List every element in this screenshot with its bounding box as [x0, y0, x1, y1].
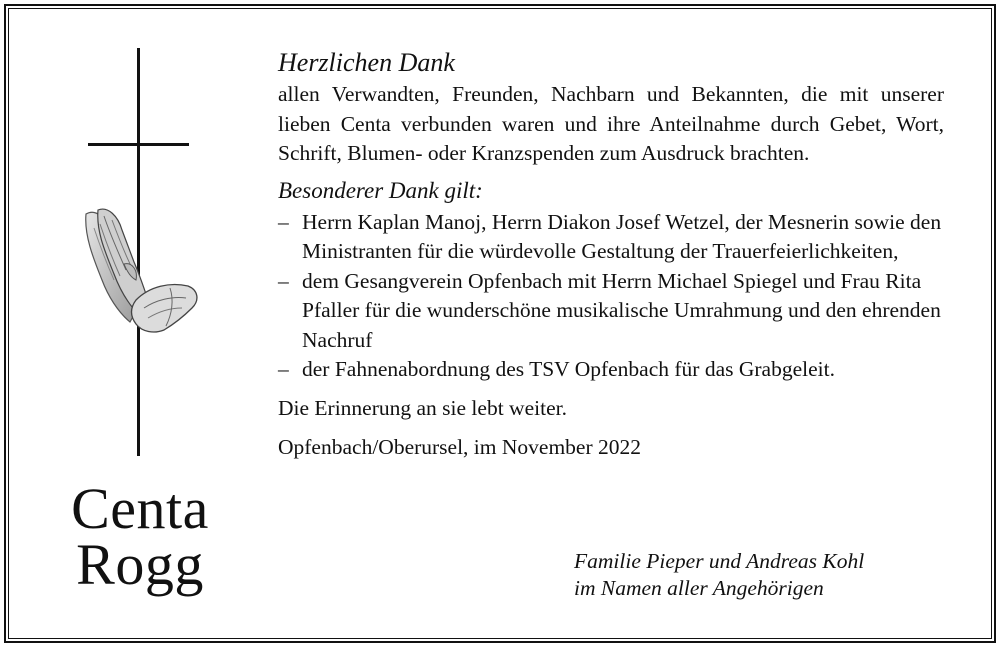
signature-line-2: im Namen aller Angehörigen: [574, 576, 824, 600]
list-bullet: –: [278, 268, 289, 293]
closing-line: Die Erinnerung an sie lebt weiter.: [278, 395, 567, 420]
list-item: [278, 355, 944, 385]
list-bullet: –: [278, 209, 289, 234]
intro-paragraph: allen Verwandten, Freunden, Nachbarn und Bekannten, die mit unserer lieben Centa verbunden waren und ihre Anteilnahme durch Gebet, Wort, Schrift, Blumen- oder Kranzspenden zum Ausdruck brachten.: [278, 82, 944, 165]
list-bullet: –: [278, 357, 289, 381]
signature: [574, 548, 954, 602]
deceased-first-name: Centa: [71, 476, 209, 541]
deceased-last-name: Rogg: [76, 532, 204, 597]
thanks-item-text: der Fahnenabordnung des TSV Opfenbach für das Grabgeleit.: [302, 357, 835, 381]
thanks-item-text: Herrn Kaplan Manoj, Herrn Diakon Josef Wetzel, der Mesnerin sowie den Ministranten für die würdevolle Gestaltung der Trauerfeierlichkeiten,: [302, 209, 942, 263]
thanks-item-text: dem Gesangverein Opfenbach mit Herrn Michael Spiegel und Frau Rita Pfaller für die wunderschöne musikalische Umrahmung und den ehrenden Nachruf: [302, 268, 941, 352]
list-item: [278, 208, 944, 267]
special-thanks-heading: Besonderer Dank gilt:: [278, 177, 483, 203]
notice-heading: Herzlichen Dank: [278, 48, 455, 77]
cross-bar: [88, 143, 189, 146]
praying-hands-icon: [78, 204, 200, 336]
signature-line-1: Familie Pieper und Andreas Kohl: [574, 549, 865, 573]
notice-text: [278, 46, 944, 463]
place-date: Opfenbach/Oberursel, im November 2022: [278, 435, 642, 459]
thanks-list: [278, 208, 944, 385]
list-item: [278, 267, 944, 356]
